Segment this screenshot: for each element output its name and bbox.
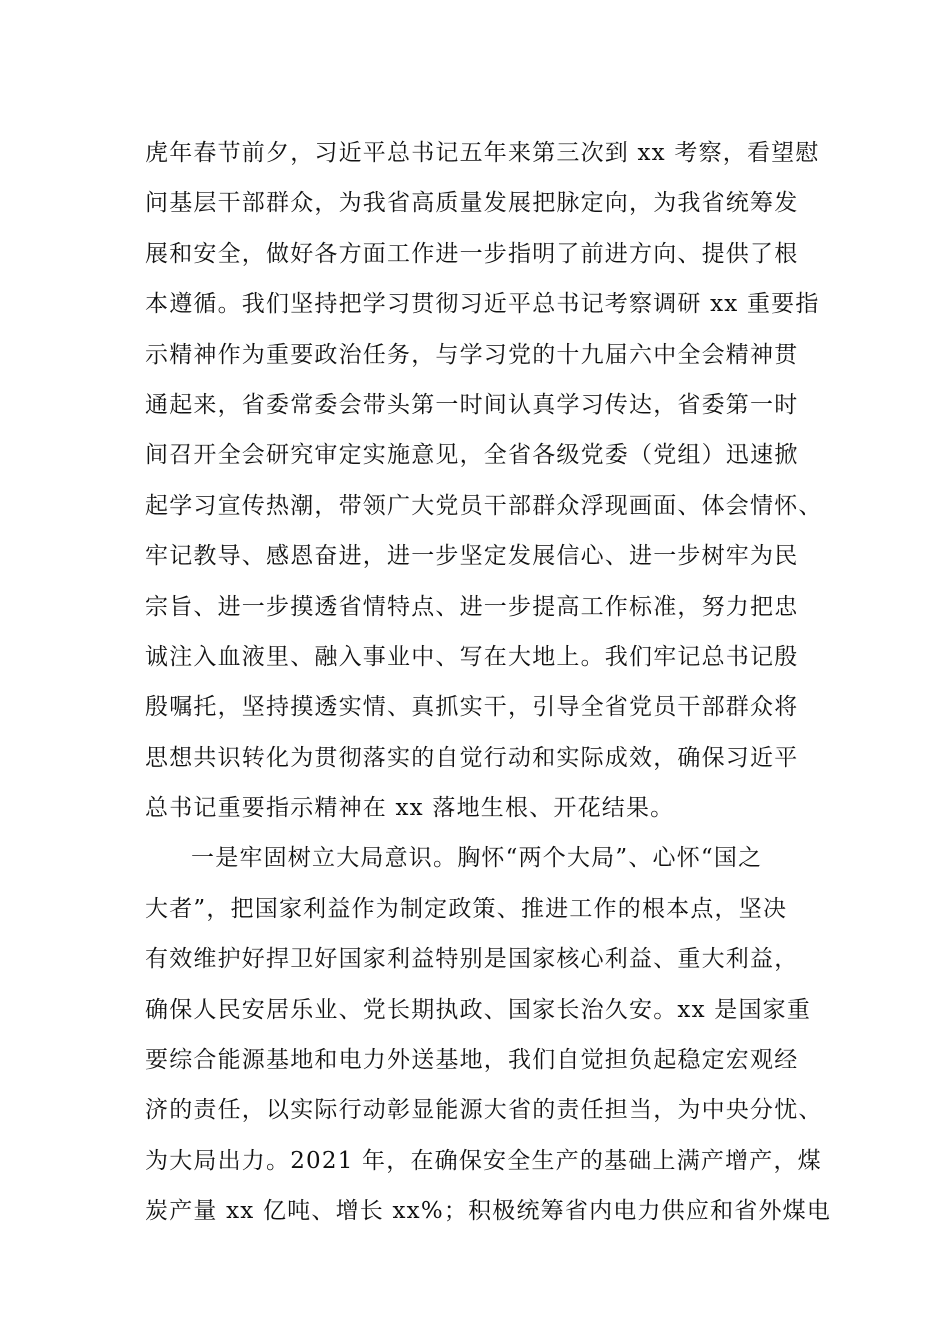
- text-line: 诚注入血液里、融入事业中、写在大地上。我们牢记总书记殷: [145, 643, 799, 670]
- text-line: 思想共识转化为贯彻落实的自觉行动和实际成效，确保习近平: [145, 744, 799, 771]
- body-text: [145, 128, 832, 1237]
- text-line: 间召开全会研究审定实施意见，全省各级党委（党组）迅速掀: [145, 442, 799, 469]
- text-line: 殷嘱托，坚持摸透实情、真抓实干，引导全省党员干部群众将: [145, 694, 799, 721]
- text-line: 总书记重要指示精神在 xx 落地生根、开花结果。: [145, 795, 675, 822]
- text-line: 为大局出力。2021 年，在确保安全生产的基础上满产增产，煤: [145, 1147, 822, 1174]
- text-line: 示精神作为重要政治任务，与学习党的十九届六中全会精神贯: [145, 341, 799, 368]
- text-line: 大者”，把国家利益作为制定政策、推进工作的根本点，坚决: [145, 895, 788, 922]
- text-line: 确保人民安居乐业、党长期执政、国家长治久安。xx 是国家重: [145, 996, 812, 1023]
- text-line: 展和安全，做好各方面工作进一步指明了前进方向、提供了根: [145, 240, 799, 267]
- text-line: 虎年春节前夕，习近平总书记五年来第三次到 xx 考察，看望慰: [145, 140, 820, 166]
- text-line: 炭产量 xx 亿吨、增长 xx%；积极统筹省内电力供应和省外煤电: [145, 1198, 832, 1225]
- text-line: 有效维护好捍卫好国家利益特别是国家核心利益、重大利益，: [145, 946, 799, 973]
- text-line: 问基层干部群众，为我省高质量发展把脉定向，为我省统筹发: [145, 190, 799, 217]
- paragraph-1: [145, 128, 825, 833]
- text-line: 宗旨、进一步摸透省情特点、进一步提高工作标准，努力把忠: [145, 593, 799, 620]
- text-line: 要综合能源基地和电力外送基地，我们自觉担负起稳定宏观经: [145, 1047, 799, 1074]
- text-line: 牢记教导、感恩奋进，进一步坚定发展信心、进一步树牢为民: [145, 543, 799, 570]
- text-line: 通起来，省委常委会带头第一时间认真学习传达，省委第一时: [145, 391, 799, 418]
- text-line: 济的责任，以实际行动彰显能源大省的责任担当，为中央分忧、: [145, 1097, 823, 1124]
- text-line: 本遵循。我们坚持把学习贯彻习近平总书记考察调研 xx 重要指: [145, 291, 820, 318]
- text-line: 起学习宣传热潮，带领广大党员干部群众浮现画面、体会情怀、: [145, 492, 823, 519]
- paragraph-2: [145, 833, 832, 1236]
- text-line: 一是牢固树立大局意识。胸怀“两个大局”、心怀“国之: [191, 845, 763, 872]
